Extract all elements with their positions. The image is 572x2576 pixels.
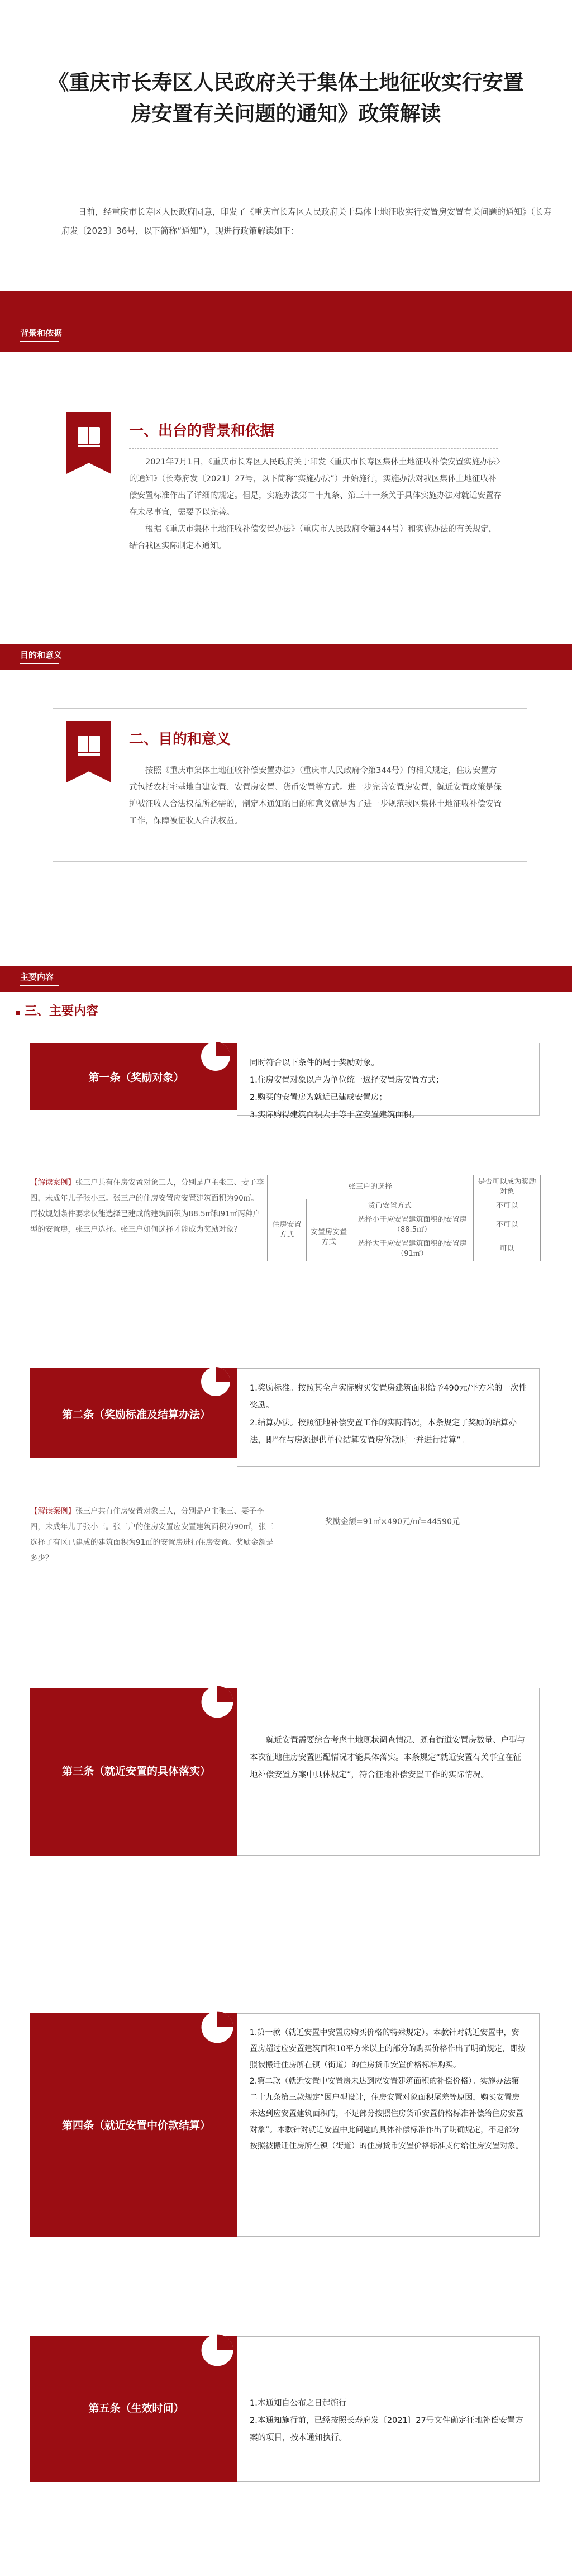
card-background [53, 400, 527, 553]
book-icon [66, 412, 111, 474]
table-row [268, 1199, 541, 1213]
article-content-4 [237, 2013, 540, 2237]
table-cell: 选择大于应安置建筑面积的安置房（91㎡） [351, 1237, 474, 1261]
section-heading-3: 三、主要内容 [25, 1004, 99, 1018]
section-heading-3-wrap [16, 1002, 98, 1019]
page-title [0, 67, 572, 130]
article-line: 2.购买的安置房为就近已建成安置房； [250, 1093, 387, 1102]
case-tag: 【解读案例】 [30, 1507, 75, 1516]
article-line: 1.第一款（就近安置中安置房购买价格的特殊规定）。本款针对就近安置中，安置房超过应安置建筑面积10平方米以上的部分的购买价格作出了明确规定，即按照被搬迁住房所在镇（街道）的住房货币安置价格标准购买。 [250, 2028, 526, 2070]
heading-divider [129, 448, 498, 449]
article-line: 2.第二款（就近安置中安置房未达到应安置建筑面积的补偿价格）。实施办法第二十九条第三款规定“因户型设计，住房安置对象面积尾差等原因，购买安置房未达到应安置建筑面积的，不足部分按照住房货币安置价格标准补偿给住房安置对象”。本款针对就近安置中此问题的具体补偿标准作出了明确规定，不足部分按照被搬迁住房所在镇（街道）的住房货币安置价格标准支付给住房安置对象。 [250, 2077, 523, 2151]
pie-chart-icon [198, 2008, 237, 2047]
book-icon [66, 721, 111, 782]
section-heading-2: 二、目的和意义 [129, 731, 231, 748]
article-line: 2.结算办法。按照征地补偿安置工作的实际情况，本条规定了奖励的结算办法，即“在与房源提供单位结算安置房价款时一并进行结算”。 [250, 1419, 517, 1445]
paragraph: 2021年7月1日，《重庆市长寿区人民政府关于印发〈重庆市长寿区集体土地征收补偿安置实施办法〉的通知》（长寿府发〔2021〕27号，以下简称“实施办法”）开始施行，实施办法对我区集体土地征收补偿安置标准作出了详细的规定。但是，实施办法第二十九条、第三十一条关于具体实施办法对就近安置存在未尽事宜，需要予以完善。 [129, 458, 502, 517]
title-line-2: 房安置有关问题的通知》政策解读 [131, 102, 441, 126]
article-label-3: 第三条（就近安置的具体落实） [61, 1765, 211, 1777]
paragraph: 按照《重庆市集体土地征收补偿安置办法》（重庆市人民政府令第344号）的相关规定，住房安置方式包括农村宅基地自建安置、安置房安置、货币安置等方式。进一步完善安置房安置，就近安置政策是保护被征收人合法权益所必需的，制定本通知的目的和意义就是为了进一步规范我区集体土地征收补偿安置工作，保障被征收人合法权益。 [129, 766, 502, 826]
case-text: 张三户共有住房安置对象三人，分别是户主张三、妻子李四，未成年儿子张小三。张三户的住房安置应安置建筑面积为90㎡。再按规划条件要求仅能选择已建成的建筑面积为88.5㎡和91㎡两种户型的安置房，张三户选择。张三户如何选择才能成为奖励对象？ [30, 1178, 264, 1234]
article-line: 就近安置需要综合考虑土地现状调查情况、既有街道安置房数量、户型与本次征地住房安置匹配情况才能具体落实。本条规定“就近安置有关事宜在征地补偿安置方案中具体规定”，符合征地补偿安置工作的实际情况。 [250, 1736, 525, 1780]
pie-chart-icon [198, 1038, 233, 1074]
article-4 [30, 2008, 540, 2248]
table-row [268, 1213, 541, 1237]
article-content-1 [237, 1043, 540, 1119]
article-5 [30, 2331, 540, 2487]
article-3 [30, 1682, 540, 1861]
article-content-3 [237, 1688, 540, 1856]
case-text: 张三户共有住房安置对象三人，分别是户主张三、妻子李四，未成年儿子张小三。张三户的住房安置应安置建筑面积为90㎡，张三选择了有区已建成的建筑面积为91㎡的安置房进行住房安置。奖励金额是多少？ [30, 1507, 274, 1563]
article-label-4: 第四条（就近安置中价款结算） [61, 2119, 211, 2132]
bullet-icon [16, 1011, 20, 1015]
article-line: 同时符合以下条件的属于奖励对象。 [250, 1059, 379, 1068]
article-1 [30, 1040, 540, 1123]
article-line: 1.本通知自公布之日起施行。 [250, 2399, 355, 2408]
options-table [267, 1175, 541, 1261]
table-cell: 安置房安置方式 [307, 1213, 351, 1261]
section-banner-purpose [0, 644, 572, 670]
title-line-1: 《重庆市长寿区人民政府关于集体土地征收实行安置 [48, 70, 524, 94]
table-header: 是否可以成为奖励对象 [474, 1175, 541, 1199]
section-tag-background: 背景和依据 [20, 327, 62, 342]
section-body-2 [129, 762, 503, 829]
section-tag-purpose: 目的和意义 [20, 649, 62, 664]
intro-paragraph: 日前，经重庆市长寿区人民政府同意，印发了《重庆市长寿区人民政府关于集体土地征收实行安置房安置有关问题的通知》（长寿府发〔2023〕36号，以下简称“通知”），现进行政策解读如下： [61, 207, 552, 236]
article-content-5 [237, 2336, 540, 2482]
section-banner-content [0, 966, 572, 992]
table-cell: 不可以 [474, 1199, 541, 1213]
article-content-2 [237, 1368, 540, 1467]
table-cell: 可以 [474, 1237, 541, 1261]
article-label-2: 第二条（奖励标准及结算办法） [61, 1408, 211, 1421]
table-cell: 选择小于应安置建筑面积的安置房（88.5㎡） [351, 1213, 474, 1237]
pie-chart-icon [198, 1364, 233, 1400]
article-label-5: 第五条（生效时间） [88, 2402, 184, 2414]
reward-formula: 奖励金额=91㎡×490元/㎡=44590元 [325, 1517, 460, 1526]
card-purpose [53, 708, 527, 862]
article-line: 3.实际购得建筑面积大于等于应安置建筑面积。 [250, 1111, 420, 1119]
section-tag-content: 主要内容 [20, 971, 59, 986]
article-label-1: 第一条（奖励对象） [88, 1071, 184, 1084]
table-header: 张三户的选择 [268, 1175, 474, 1199]
section-body-1 [129, 454, 503, 554]
article-line: 1.住房安置对象以户为单位统一选择安置房安置方式； [250, 1076, 444, 1085]
paragraph: 根据《重庆市集体土地征收补偿安置办法》（重庆市人民政府令第344号）和实施办法的有关规定，结合我区实际制定本通知。 [129, 525, 497, 551]
case-example-2 [30, 1503, 276, 1566]
section-heading-1: 一、出台的背景和依据 [129, 423, 275, 439]
case-example-1 [30, 1175, 265, 1237]
article-line: 2.本通知施行前，已经按照长寿府发〔2021〕27号文件确定征地补偿安置方案的项目，按本通知执行。 [250, 2416, 523, 2442]
case-tag: 【解读案例】 [30, 1178, 75, 1187]
section-banner-background [0, 291, 572, 352]
table-cell: 住房安置方式 [268, 1199, 307, 1261]
table-cell: 货币安置方式 [307, 1199, 474, 1213]
article-line: 1.奖励标准。按照其全户实际购买安置房建筑面积给予490元/平方米的一次性奖励。 [250, 1384, 527, 1410]
table-cell: 不可以 [474, 1213, 541, 1237]
pie-chart-icon [198, 2331, 237, 2370]
article-2 [30, 1364, 540, 1470]
pie-chart-icon [198, 1682, 237, 1721]
